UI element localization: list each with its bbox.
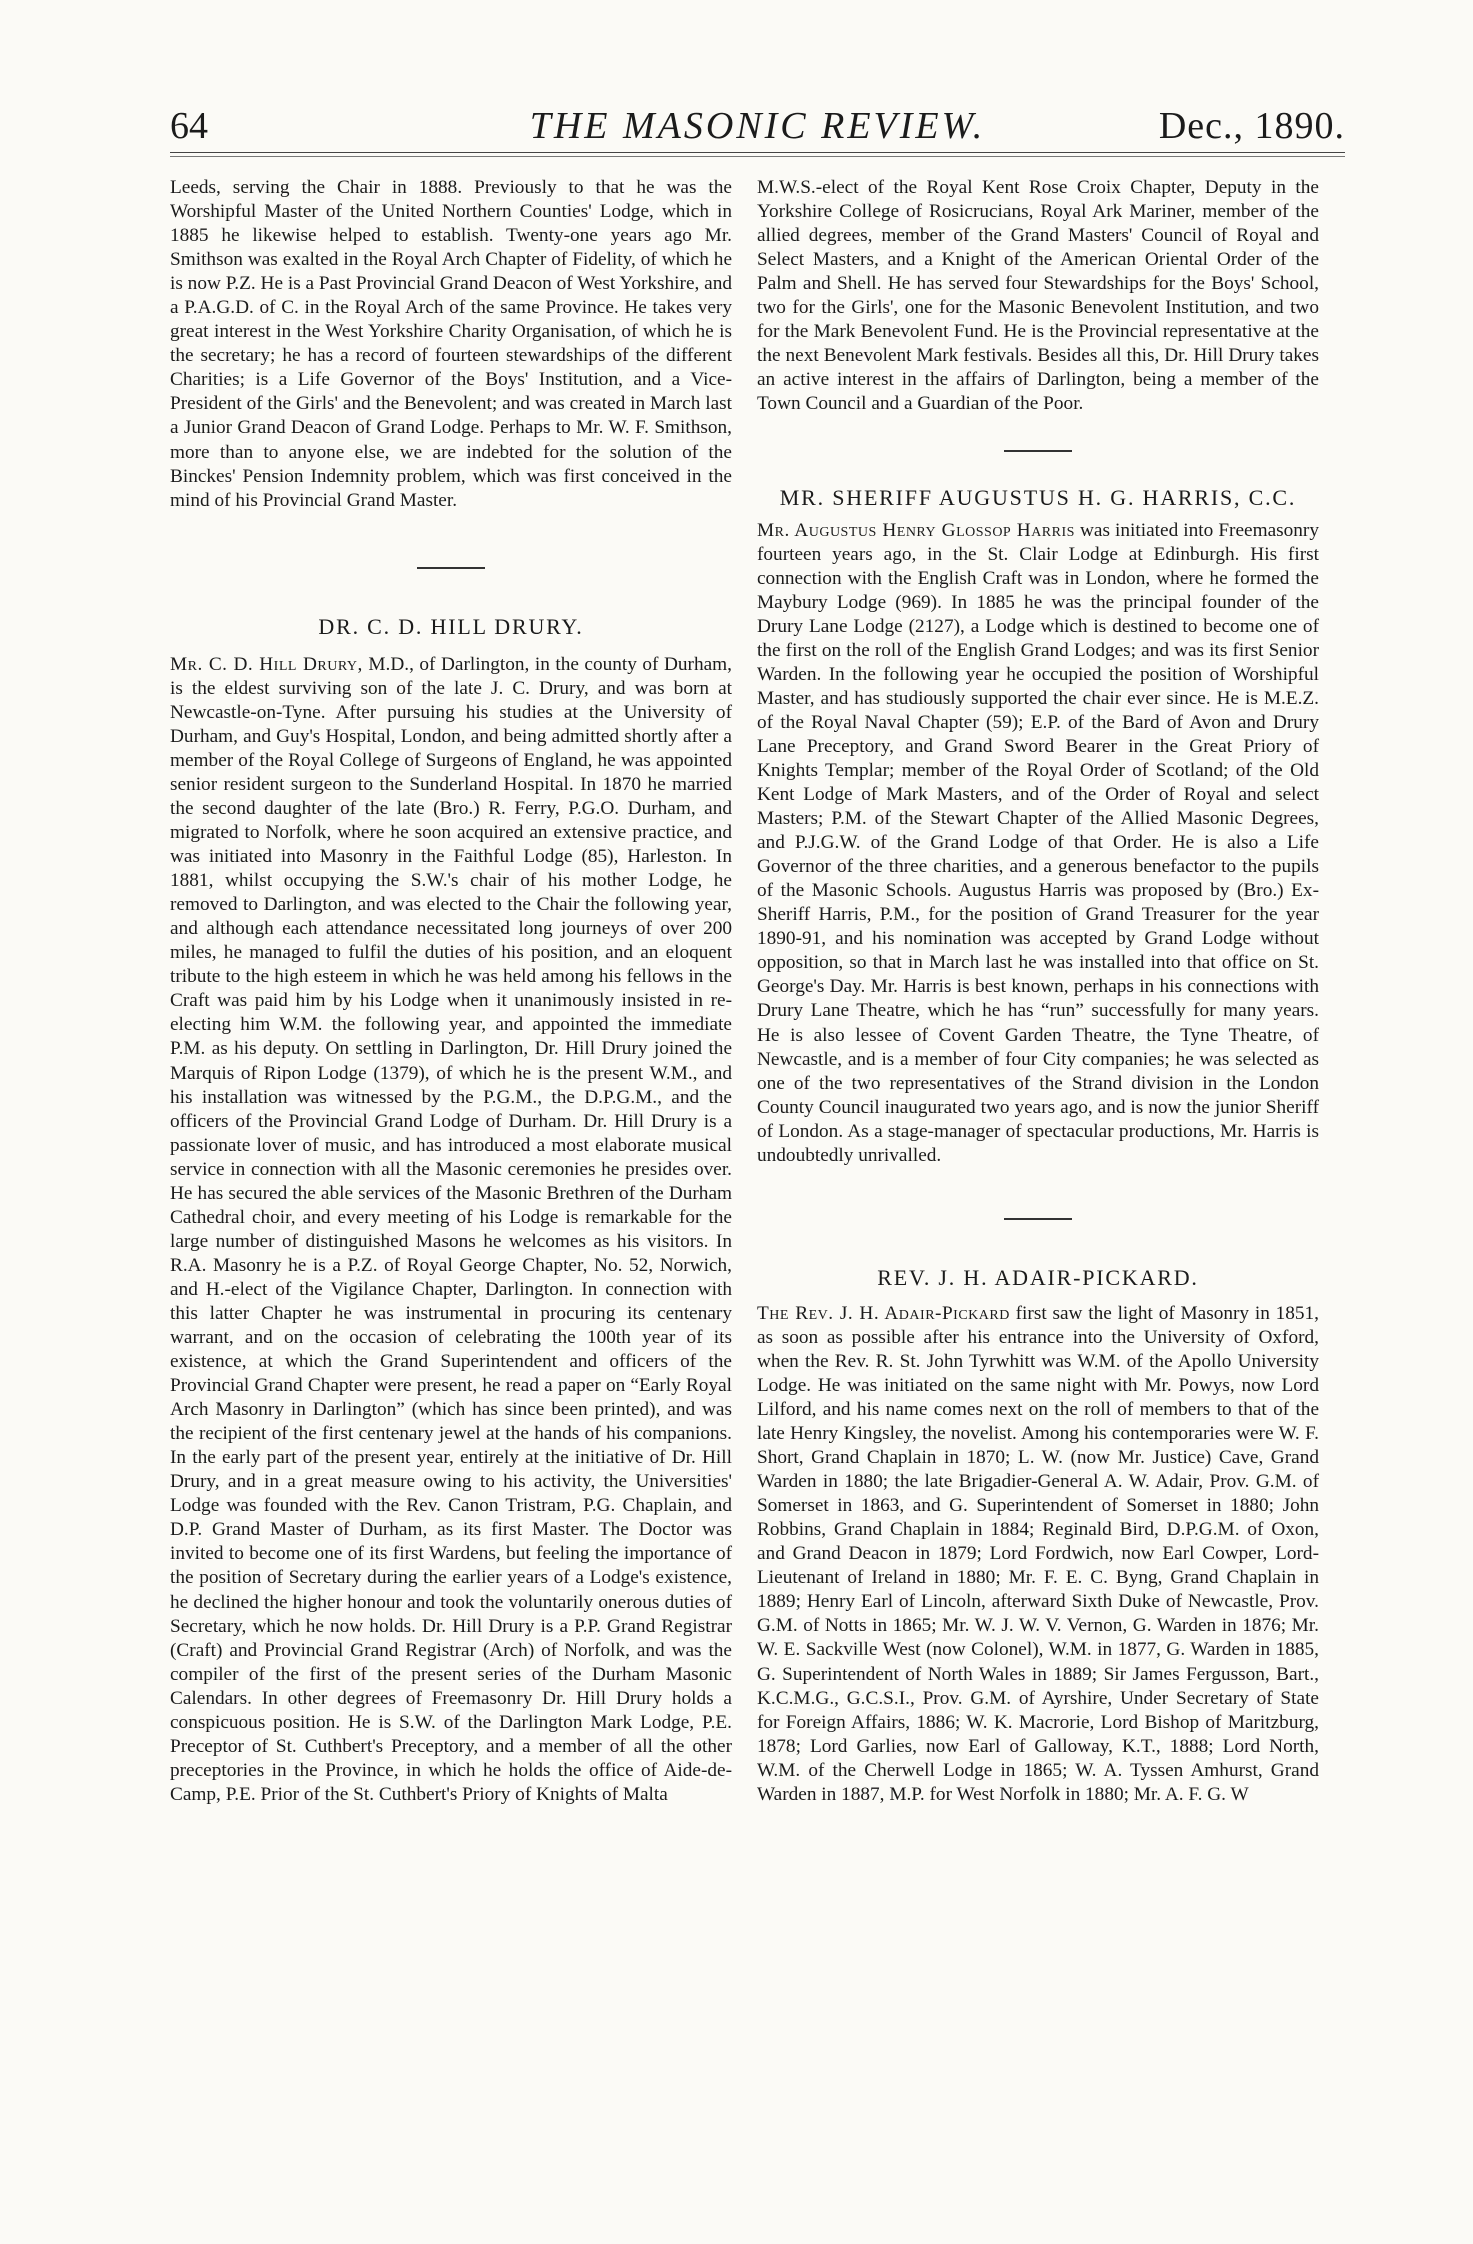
drury-text: M.D., of Darlington, in the county of Durham, is the eldest surviving son of the late J. C. Drury, and was born at Newcastle-on-Tyne. After pursuing his studies at the University of Durham, and Guy's Hospital, London, and being admitted shortly after a member of the Royal College of Surgeons of England, he was appointed senior resident surgeon to the Sunderland Hospital. In 1870 he married the second daughter of the late (Bro.) R. Ferry, P.G.O. Durham, and migrated to Norfolk, where he soon acquired an extensive practice, and was initiated into Masonry in the Faithful Lodge (85), Harleston. In 1881, whilst occupying the S.W.'s chair of his mother Lodge, he removed to Darlington, and was elected to the Chair the following year, and although each attendance necessitated long journeys of over 200 miles, he managed to fulfil the duties of his position, and an eloquent tribute to the high esteem in which he was held among his fellows in the Craft was paid him by his Lodge when it unanimously insisted in re-electing him W.M. the following year, and appointed the immediate P.M. as his deputy. On settling in Darlington, Dr. Hill Drury joined the Marquis of Ripon Lodge (1379), of which he is the present W.M., and his installation was witnessed by the P.G.M., the D.P.G.M., and the officers of the Provincial Grand Lodge of Durham. Dr. Hill Drury is a passionate lover of music, and has introduced a most elaborate musical service in connection with all the Masonic ceremonies he presides over. He has secured the able services of the Masonic Brethren of the Durham Cathedral choir, and every meeting of his Lodge is remarkable for the large number of distinguished Masons he welcomes as his visitors. In R.A. Masonry he is a P.Z. of Royal George Chapter, No. 52, Norwich, and H.-elect of the Vigilance Chapter, Darlington. In connection with this latter Chapter he was instrumental in procuring its centenary warrant, and on the occasion of celebrating the 100th year of its existence, at which the Grand Superintendent and officers of the Provincial Grand Chapter were present, he read a paper on “Early Royal Arch Masonry in Darlington” (which has since been printed), and was the recipient of the first centenary jewel at the hands of his companions. In the early part of the present year, entirely at the initiative of Dr. Hill Drury, and in a great measure owing to his activity, the Universities' Lodge was founded with the Rev. Canon Tristram, P.G. Chaplain, and D.P. Grand Master of Durham, as its first Master. The Doctor was invited to become one of its first Wardens, but feeling the importance of the position of Secretary during the earlier years of a Lodge's existence, he declined the higher honour and took the voluntarily onerous duties of Secretary, which he now holds. Dr. Hill Drury is a P.P. Grand Registrar (Craft) and Provincial Grand Registrar (Arch) of Norfolk, and was the compiler of the first of the present series of the Durham Masonic Calendars. In other degrees of Freemasonry Dr. Hill Drury holds a conspicuous position. He is S.W. of the Darlington Mark Lodge, P.E. Preceptor of St. Cuthbert's Preceptory, and a member of all the other preceptories in the Province, in which he holds the office of Aide-de-Camp, P.E. Prior of the St. Cuthbert's Priory of Knights of Malta (170, 653, 732, 1805)
drury-paragraph (170, 653, 732, 1807)
pickard-lead: The Rev. J. H. Adair-Pickard (757, 1302, 1010, 1324)
page-number: 64 (170, 105, 208, 147)
drury-heading: DR. C. D. HILL DRURY. (318, 613, 584, 639)
running-head (170, 100, 1345, 153)
pickard-text: first saw the light of Masonry in 1851, as soon as possible after his entrance into the University of Oxford, when the Rev. R. St. John Tyrwhitt was W.M. of the Apollo University Lodge. He was initiated on the same night with Mr. Powys, now Lord Lilford, and his name comes next on the roll of members to that of the late Henry Kingsley, the novelist. Among his contemporaries were W. F. Short, Grand Chaplain in 1870; L. W. (now Mr. Justice) Cave, Grand Warden in 1880; the late Brigadier-General A. W. Adair, Prov. G.M. of Somerset in 1863, and G. Superintendent of Somerset in 1880; John Robbins, Grand Chaplain in 1884; Reginald Bird, D.P.G.M. of Oxon, and Grand Deacon in 1879; Lord Fordwich, now Earl Cowper, Lord-Lieutenant of Ireland in 1880; Mr. F. E. C. Byng, Grand Chaplain in 1889; Henry Earl of Lincoln, afterward Sixth Duke of Newcastle, Prov. G.M. of Notts in 1865; Mr. W. J. W. V. Vernon, G. Warden in 1876; Mr. W. E. Sackville West (now Colonel), W.M. in 1877, G. Warden in 1885, G. Superintendent of North Wales in 1889; Sir James Fergusson, Bart., K.C.M.G., G.C.S.I., Prov. G.M. of Ayrshire, Under Secretary of State for Foreign Affairs, 1886; W. K. Macrorie, Lord Bishop of Maritzburg, 1878; Lord Garlies, now Earl of Galloway, K.T., 1888; Lord North, W.M. of the Cherwell Lodge in 1865; W. A. Tyssen Amhurst, Grand Warden in 1887, M.P. for West Norfolk in 1880; Mr. A. F. G. W (757, 1302, 1320, 1805)
pickard-paragraph (757, 1302, 1319, 1807)
pickard-heading: REV. J. H. ADAIR-PICKARD. (877, 1264, 1199, 1290)
journal-title: THE MASONIC REVIEW. (529, 105, 986, 147)
harris-heading: MR. SHERIFF AUGUSTUS H. G. HARRIS, C.C. (779, 485, 1297, 511)
harris-paragraph (757, 519, 1319, 1168)
smithson-continued-paragraph: Leeds, serving the Chair in 1888. Previously to that he was the Worshipful Master of the United Northern Counties' Lodge, which in 1885 he likewise helped to establish. Twenty-one years ago Mr. Smithson was exalted in the Royal Arch Chapter of Fidelity, of which he is now P.Z. He is a Past Provincial Grand Deacon of West Yorkshire, and a P.A.G.D. of C. in the Royal Arch of the same Province. He takes very great interest in the West Yorkshire Charity Organisation, of which he is the secretary; he has a record of fourteen stewardships of the different Charities; is a Life Governor of the Boys' Institution, and a Vice-President of the Girls' and the Benevolent; and was created in March last a Junior Grand Deacon of Grand Lodge. Perhaps to Mr. W. F. Smithson, more than to anyone else, we are indebted for the solution of the Binckes' Pension Indemnity problem, which was first conceived in the mind of his Provincial Grand Master. (170, 177, 732, 511)
issue-date: Dec., 1890. (1158, 105, 1345, 147)
left-column (170, 176, 732, 1807)
harris-lead: Mr. Augustus Henry Glossop Harris (757, 519, 1075, 541)
harris-text: was initiated into Freemasonry fourteen years ago, in the St. Clair Lodge at Edinburgh. His first connection with the English Craft was in London, where he formed the Maybury Lodge (969). In 1885 he was the principal founder of the Drury Lane Lodge (2127), a Lodge which is destined to become one of the first on the roll of the English Grand Lodges; and was its first Senior Warden. In the following year he occupied the position of Worshipful Master, and has studiously supported the chair ever since. He is M.E.Z. of the Royal Naval Chapter (59); E.P. of the Bard of Avon and Drury Lane Preceptory, and Grand Sword Bearer in the Great Priory of Knights Templar; member of the Royal Order of Scotland; of the Old Kent Lodge of Mark Masters, and of the Order of Royal and select Masters; P.M. of the Stewart Chapter of the Allied Masonic Degrees, and P.J.G.W. of the Grand Lodge of that Order. He is also a Life Governor of the three charities, and a generous benefactor to the pupils of the Masonic Schools. Augustus Harris was proposed by (Bro.) Ex-Sheriff Harris, P.M., for the position of Grand Treasurer for the year 1890-91, and his nomination was accepted by Grand Lodge without opposition, so that in March last he was installed into that office on St. George's Day. Mr. Harris is best known, perhaps in his connections with Drury Lane Theatre, which he has “run” successfully for many years. He is also lessee of Covent Garden Theatre, the Tyne Theatre, of Newcastle, and is a member of four City companies; he was selected as one of the two representatives of the Strand division in the London County Council inaugurated two years ago, and is now the junior Sheriff of London. As a stage-manager of spectacular productions, Mr. Harris is undoubtedly unrivalled. (757, 519, 1319, 1166)
right-column (757, 176, 1319, 1807)
drury-continued-paragraph: M.W.S.-elect of the Royal Kent Rose Croix Chapter, Deputy in the Yorkshire College of Rosicrucians, Royal Ark Mariner, member of the allied degrees, member of the Grand Masters' Council of Royal and Select Masters, and a Knight of the American Oriental Order of the Palm and Shell. He has served four Stewardships for the Boys' School, two for the Girls', one for the Masonic Benevolent Institution, and two for the Mark Benevolent Fund. He is the Provincial representative at the the next Benevolent Mark festivals. Besides all this, Dr. Hill Drury takes an active interest in the affairs of Darlington, being a member of the Town Council and a Guardian of the Poor. (757, 177, 1319, 415)
drury-lead: Mr. C. D. Hill Drury, (170, 653, 363, 675)
